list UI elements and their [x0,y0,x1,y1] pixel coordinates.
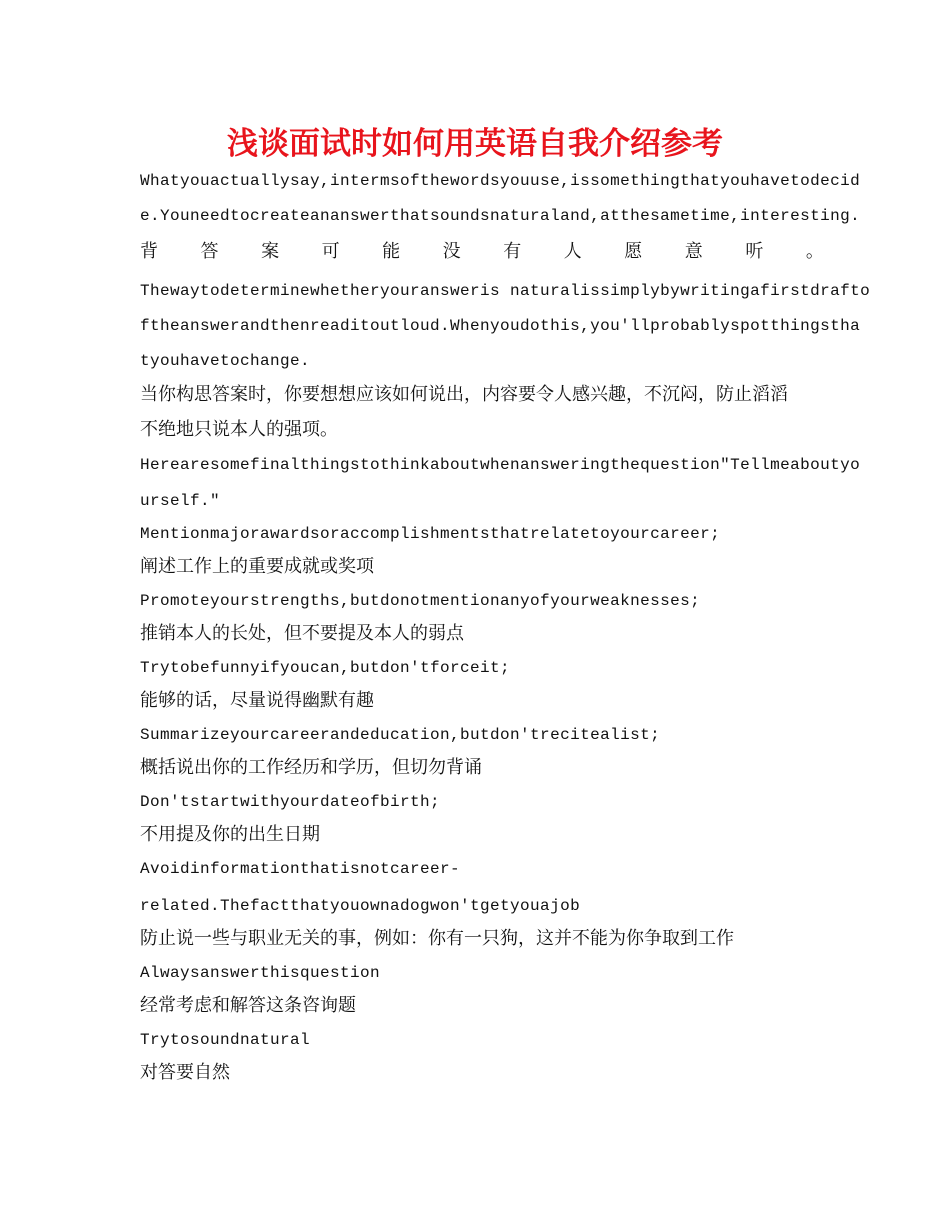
paragraph-line: Whatyouactuallysay,intermsofthewordsyouuse,issomethingthatyouhavetodecid [140,172,861,190]
spread-char: 没 [442,241,461,262]
spread-char: 有 [503,241,522,262]
paragraph-line: Trytosoundnatural [140,1031,311,1049]
paragraph-line: Trytobefunnyifyoucan,butdon'tforceit; [140,659,511,677]
spread-char: 意 [684,241,703,262]
spread-line [140,240,824,264]
spread-char: 愿 [624,241,643,262]
paragraph-line: Thewaytodeterminewhetheryouransweris naturalissimplybywritingafirstdrafto [140,282,871,300]
paragraph-line: 阐述工作上的重要成就或奖项 [140,556,374,577]
paragraph-line: Alwaysanswerthisquestion [140,964,381,982]
paragraph-line: 不用提及你的出生日期 [140,824,320,845]
paragraph-line: Don'tstartwithyourdateofbirth; [140,793,441,811]
document-title: 浅谈面试时如何用英语自我介绍参考 [227,126,723,162]
paragraph-line: 当你构思答案时，你要想想应该如何说出，内容要令人感兴趣，不沉闷，防止滔滔 [140,384,788,405]
paragraph-line: 概括说出你的工作经历和学历，但切勿背诵 [140,757,482,778]
paragraph-line: e.Youneedtocreateananswerthatsoundsnaturaland,atthesametime,interesting. [140,207,861,225]
paragraph-line: ftheanswerandthenreaditoutloud.Whenyoudothis,you'llprobablyspotthingstha [140,317,861,335]
paragraph-line: Summarizeyourcareerandeducation,butdon'trecitealist; [140,726,661,744]
paragraph-line: Herearesomefinalthingstothinkaboutwhenansweringthequestion"Tellmeaboutyo [140,456,861,474]
paragraph-line: 推销本人的长处，但不要提及本人的弱点 [140,623,464,644]
paragraph-line: 能够的话，尽量说得幽默有趣 [140,690,374,711]
paragraph-line: 经常考虑和解答这条咨询题 [140,995,356,1016]
paragraph-line: Mentionmajorawardsoraccomplishmentsthatrelatetoyourcareer; [140,525,721,543]
paragraph-line: tyouhavetochange. [140,352,311,370]
paragraph-line: 对答要自然 [140,1062,230,1083]
paragraph-line: related.Thefactthatyouownadogwon'tgetyouajob [140,897,581,915]
spread-char: 听 [745,241,764,262]
spread-char: 背 [140,241,158,262]
paragraph-line: urself." [140,492,221,510]
spread-char: 可 [321,241,340,262]
spread-char: 。 [805,241,824,262]
paragraph-line: Avoidinformationthatisnotcareer- [140,860,461,878]
spread-char: 能 [382,241,401,262]
spread-char: 答 [200,241,219,262]
paragraph-line: 防止说一些与职业无关的事，例如：你有一只狗，这并不能为你争取到工作 [140,928,734,949]
spread-char: 案 [261,241,280,262]
spread-char: 人 [563,241,582,262]
paragraph-line: Promoteyourstrengths,butdonotmentionanyofyourweaknesses; [140,592,701,610]
paragraph-line: 不绝地只说本人的强项。 [140,419,338,440]
